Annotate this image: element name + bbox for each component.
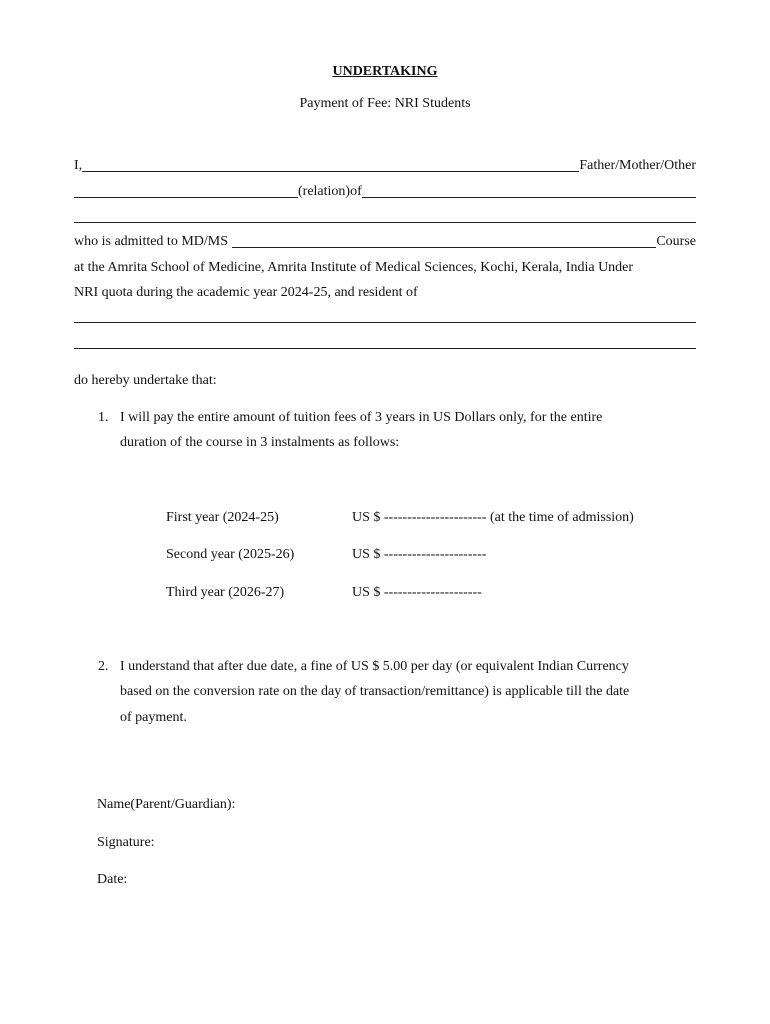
instalment-2-amount: US $ ---------------------- [352, 547, 487, 562]
item-2-line-1: I understand that after due date, a fine of US $ 5.00 per day (or equivalent Indian Currency [120, 659, 629, 674]
student-name-blank[interactable] [362, 197, 696, 198]
instalment-3-amount: US $ --------------------- [352, 585, 482, 600]
date-label: Date: [97, 872, 128, 887]
instalment-3-year: Third year (2026-27) [166, 585, 285, 600]
item-2-line-3: of payment. [120, 710, 187, 725]
relation-options: Father/Mother/Other [579, 158, 696, 173]
relation-blank[interactable] [74, 197, 298, 198]
course-row [74, 234, 696, 250]
instalment-1-year: First year (2024-25) [166, 510, 279, 525]
item-1-line-1: I will pay the entire amount of tuition fees of 3 years in US Dollars only, for the entire [120, 410, 603, 425]
item-2-line-2: based on the conversion rate on the day of transaction/remittance) is applicable till the date [120, 684, 630, 699]
address-blank-2[interactable] [74, 348, 696, 349]
course-suffix: Course [656, 234, 696, 249]
name-prefix: I, [74, 158, 83, 173]
relation-label: (relation)of [298, 184, 362, 199]
signature-label: Signature: [97, 835, 155, 850]
item-1-line-2: duration of the course in 3 instalments as follows: [120, 435, 400, 450]
name-blank[interactable] [82, 171, 579, 172]
document-subtitle: Payment of Fee: NRI Students [299, 96, 471, 111]
institution-text: at the Amrita School of Medicine, Amrita Institute of Medical Sciences, Kochi, Kerala, India Under [74, 260, 634, 275]
quota-text: NRI quota during the academic year 2024-25, and resident of [74, 285, 418, 300]
document-title: UNDERTAKING [332, 64, 438, 79]
course-prefix: who is admitted to MD/MS [74, 234, 229, 249]
student-name-continuation-blank[interactable] [74, 222, 696, 223]
instalment-2-year: Second year (2025-26) [166, 547, 295, 562]
instalment-1-amount: US $ ---------------------- (at the time of admission) [352, 510, 634, 525]
item-1-number: 1. [98, 410, 109, 425]
item-2-number: 2. [98, 659, 109, 674]
name-row [74, 158, 696, 174]
address-blank-1[interactable] [74, 322, 696, 323]
undertake-text: do hereby undertake that: [74, 373, 217, 388]
relation-row [74, 184, 696, 200]
course-blank[interactable] [232, 247, 656, 248]
parent-name-label: Name(Parent/Guardian): [97, 797, 236, 812]
